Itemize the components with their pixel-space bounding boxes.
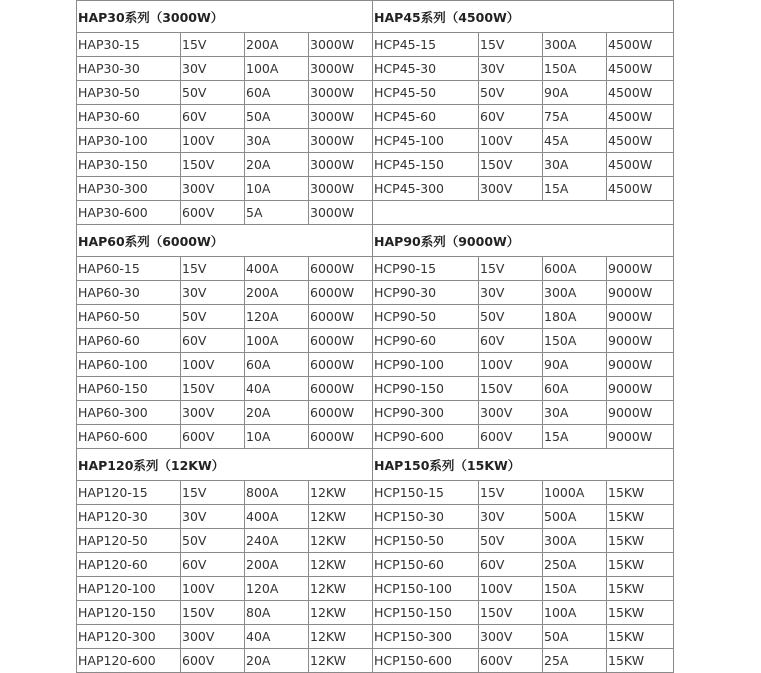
model-cell: HCP90-600 (373, 425, 479, 449)
current-cell: 200A (245, 281, 309, 305)
table-row (77, 553, 674, 577)
current-cell: 800A (245, 481, 309, 505)
power-cell: 6000W (309, 377, 373, 401)
power-cell: 12KW (309, 481, 373, 505)
voltage-cell: 50V (181, 81, 245, 105)
current-cell: 180A (543, 305, 607, 329)
model-cell: HAP60-15 (77, 257, 181, 281)
voltage-cell: 150V (181, 601, 245, 625)
voltage-cell: 150V (479, 153, 543, 177)
power-cell: 12KW (309, 625, 373, 649)
power-cell: 6000W (309, 257, 373, 281)
power-cell: 9000W (607, 257, 674, 281)
voltage-cell: 60V (181, 553, 245, 577)
series-title: HAP90系列（9000W） (373, 225, 674, 257)
table-row (77, 401, 674, 425)
model-cell: HCP150-100 (373, 577, 479, 601)
power-cell: 6000W (309, 401, 373, 425)
power-cell: 9000W (607, 329, 674, 353)
current-cell: 10A (245, 425, 309, 449)
table-row (77, 529, 674, 553)
voltage-cell: 30V (181, 57, 245, 81)
power-cell: 3000W (309, 57, 373, 81)
current-cell: 10A (245, 177, 309, 201)
current-cell: 1000A (543, 481, 607, 505)
model-cell: HAP120-600 (77, 649, 181, 673)
series-title: HAP60系列（6000W） (77, 225, 373, 257)
power-cell: 4500W (607, 57, 674, 81)
power-cell: 12KW (309, 649, 373, 673)
table-row (77, 353, 674, 377)
current-cell: 600A (543, 257, 607, 281)
voltage-cell: 100V (479, 577, 543, 601)
voltage-cell: 60V (181, 105, 245, 129)
table-row (77, 177, 674, 201)
model-cell: HAP30-15 (77, 33, 181, 57)
model-cell: HAP120-30 (77, 505, 181, 529)
model-cell: HAP120-100 (77, 577, 181, 601)
power-cell: 3000W (309, 105, 373, 129)
model-cell: HCP150-600 (373, 649, 479, 673)
model-cell: HAP30-30 (77, 57, 181, 81)
voltage-cell: 300V (479, 401, 543, 425)
model-cell: HCP90-60 (373, 329, 479, 353)
current-cell: 30A (245, 129, 309, 153)
table-row (77, 601, 674, 625)
current-cell: 250A (543, 553, 607, 577)
current-cell: 20A (245, 649, 309, 673)
voltage-cell: 150V (479, 601, 543, 625)
voltage-cell: 600V (479, 425, 543, 449)
model-cell: HAP30-300 (77, 177, 181, 201)
current-cell: 45A (543, 129, 607, 153)
voltage-cell: 300V (479, 177, 543, 201)
series-title: HAP45系列（4500W） (373, 1, 674, 33)
table-row (77, 201, 674, 225)
table-row (77, 81, 674, 105)
current-cell: 20A (245, 401, 309, 425)
current-cell: 150A (543, 577, 607, 601)
model-cell: HAP120-150 (77, 601, 181, 625)
power-cell: 6000W (309, 329, 373, 353)
current-cell: 50A (245, 105, 309, 129)
power-cell: 6000W (309, 305, 373, 329)
current-cell: 60A (245, 81, 309, 105)
voltage-cell: 60V (479, 329, 543, 353)
power-cell: 4500W (607, 153, 674, 177)
current-cell: 50A (543, 625, 607, 649)
table-row (77, 129, 674, 153)
power-cell: 9000W (607, 353, 674, 377)
model-cell: HCP150-15 (373, 481, 479, 505)
voltage-cell: 50V (181, 529, 245, 553)
table-row (77, 105, 674, 129)
current-cell: 100A (245, 57, 309, 81)
current-cell: 240A (245, 529, 309, 553)
voltage-cell: 100V (479, 129, 543, 153)
model-cell: HAP60-100 (77, 353, 181, 377)
current-cell: 90A (543, 353, 607, 377)
current-cell: 90A (543, 81, 607, 105)
table-row (77, 153, 674, 177)
current-cell: 120A (245, 305, 309, 329)
power-cell: 3000W (309, 129, 373, 153)
model-cell: HCP45-50 (373, 81, 479, 105)
power-cell: 4500W (607, 129, 674, 153)
current-cell: 40A (245, 377, 309, 401)
current-cell: 75A (543, 105, 607, 129)
current-cell: 500A (543, 505, 607, 529)
voltage-cell: 50V (479, 305, 543, 329)
empty-cell (373, 201, 674, 225)
model-cell: HCP45-100 (373, 129, 479, 153)
series-header-row (77, 1, 674, 33)
model-cell: HCP150-50 (373, 529, 479, 553)
power-cell: 15KW (607, 625, 674, 649)
power-cell: 12KW (309, 601, 373, 625)
voltage-cell: 30V (181, 281, 245, 305)
power-cell: 12KW (309, 577, 373, 601)
voltage-cell: 60V (479, 553, 543, 577)
current-cell: 400A (245, 505, 309, 529)
current-cell: 30A (543, 153, 607, 177)
model-cell: HAP30-50 (77, 81, 181, 105)
model-cell: HCP90-100 (373, 353, 479, 377)
power-cell: 3000W (309, 201, 373, 225)
power-cell: 3000W (309, 153, 373, 177)
voltage-cell: 30V (479, 57, 543, 81)
power-cell: 9000W (607, 281, 674, 305)
current-cell: 20A (245, 153, 309, 177)
voltage-cell: 100V (181, 577, 245, 601)
current-cell: 30A (543, 401, 607, 425)
current-cell: 15A (543, 177, 607, 201)
current-cell: 100A (245, 329, 309, 353)
current-cell: 15A (543, 425, 607, 449)
voltage-cell: 100V (479, 353, 543, 377)
power-cell: 12KW (309, 553, 373, 577)
power-cell: 12KW (309, 529, 373, 553)
power-cell: 9000W (607, 425, 674, 449)
power-supply-spec-table (76, 0, 674, 673)
model-cell: HCP150-60 (373, 553, 479, 577)
model-cell: HCP150-300 (373, 625, 479, 649)
table-row (77, 481, 674, 505)
current-cell: 60A (245, 353, 309, 377)
model-cell: HCP45-30 (373, 57, 479, 81)
model-cell: HCP90-150 (373, 377, 479, 401)
current-cell: 60A (543, 377, 607, 401)
voltage-cell: 150V (479, 377, 543, 401)
power-cell: 15KW (607, 649, 674, 673)
table-row (77, 329, 674, 353)
voltage-cell: 30V (479, 281, 543, 305)
model-cell: HAP60-300 (77, 401, 181, 425)
voltage-cell: 150V (181, 153, 245, 177)
voltage-cell: 15V (479, 481, 543, 505)
table-row (77, 33, 674, 57)
model-cell: HAP60-600 (77, 425, 181, 449)
power-cell: 9000W (607, 377, 674, 401)
current-cell: 150A (543, 57, 607, 81)
current-cell: 300A (543, 529, 607, 553)
power-cell: 4500W (607, 33, 674, 57)
current-cell: 80A (245, 601, 309, 625)
voltage-cell: 50V (479, 81, 543, 105)
table-row (77, 625, 674, 649)
power-cell: 12KW (309, 505, 373, 529)
model-cell: HAP120-60 (77, 553, 181, 577)
power-cell: 9000W (607, 305, 674, 329)
power-cell: 15KW (607, 481, 674, 505)
power-cell: 3000W (309, 177, 373, 201)
model-cell: HAP30-60 (77, 105, 181, 129)
table-row (77, 377, 674, 401)
current-cell: 200A (245, 553, 309, 577)
voltage-cell: 600V (479, 649, 543, 673)
model-cell: HAP120-50 (77, 529, 181, 553)
voltage-cell: 100V (181, 129, 245, 153)
power-cell: 15KW (607, 577, 674, 601)
current-cell: 400A (245, 257, 309, 281)
table-row (77, 649, 674, 673)
model-cell: HCP90-30 (373, 281, 479, 305)
series-title: HAP120系列（12KW） (77, 449, 373, 481)
voltage-cell: 600V (181, 201, 245, 225)
current-cell: 40A (245, 625, 309, 649)
power-cell: 15KW (607, 529, 674, 553)
series-title: HAP150系列（15KW） (373, 449, 674, 481)
power-cell: 15KW (607, 553, 674, 577)
model-cell: HAP30-100 (77, 129, 181, 153)
voltage-cell: 30V (181, 505, 245, 529)
voltage-cell: 100V (181, 353, 245, 377)
series-header-row (77, 225, 674, 257)
power-cell: 4500W (607, 177, 674, 201)
table-row (77, 577, 674, 601)
voltage-cell: 150V (181, 377, 245, 401)
series-title: HAP30系列（3000W） (77, 1, 373, 33)
series-header-row (77, 449, 674, 481)
voltage-cell: 60V (181, 329, 245, 353)
model-cell: HCP45-150 (373, 153, 479, 177)
current-cell: 300A (543, 281, 607, 305)
table-row (77, 57, 674, 81)
model-cell: HCP90-50 (373, 305, 479, 329)
power-cell: 4500W (607, 81, 674, 105)
model-cell: HAP60-50 (77, 305, 181, 329)
model-cell: HCP90-300 (373, 401, 479, 425)
voltage-cell: 300V (181, 401, 245, 425)
model-cell: HCP45-300 (373, 177, 479, 201)
power-cell: 15KW (607, 505, 674, 529)
voltage-cell: 600V (181, 649, 245, 673)
voltage-cell: 15V (181, 481, 245, 505)
voltage-cell: 300V (479, 625, 543, 649)
model-cell: HCP150-150 (373, 601, 479, 625)
power-cell: 3000W (309, 81, 373, 105)
table-row (77, 257, 674, 281)
model-cell: HCP150-30 (373, 505, 479, 529)
current-cell: 5A (245, 201, 309, 225)
power-cell: 3000W (309, 33, 373, 57)
current-cell: 300A (543, 33, 607, 57)
model-cell: HAP120-300 (77, 625, 181, 649)
model-cell: HCP45-15 (373, 33, 479, 57)
power-cell: 9000W (607, 401, 674, 425)
power-cell: 6000W (309, 353, 373, 377)
model-cell: HAP120-15 (77, 481, 181, 505)
voltage-cell: 50V (181, 305, 245, 329)
voltage-cell: 600V (181, 425, 245, 449)
power-cell: 4500W (607, 105, 674, 129)
current-cell: 150A (543, 329, 607, 353)
current-cell: 100A (543, 601, 607, 625)
table-row (77, 281, 674, 305)
power-cell: 15KW (607, 601, 674, 625)
power-cell: 6000W (309, 281, 373, 305)
table-row (77, 505, 674, 529)
voltage-cell: 15V (181, 257, 245, 281)
voltage-cell: 15V (479, 33, 543, 57)
voltage-cell: 15V (181, 33, 245, 57)
model-cell: HAP30-600 (77, 201, 181, 225)
table-row (77, 425, 674, 449)
table-row (77, 305, 674, 329)
voltage-cell: 15V (479, 257, 543, 281)
model-cell: HAP60-30 (77, 281, 181, 305)
current-cell: 25A (543, 649, 607, 673)
voltage-cell: 50V (479, 529, 543, 553)
voltage-cell: 60V (479, 105, 543, 129)
model-cell: HAP30-150 (77, 153, 181, 177)
model-cell: HCP45-60 (373, 105, 479, 129)
model-cell: HAP60-150 (77, 377, 181, 401)
current-cell: 120A (245, 577, 309, 601)
model-cell: HCP90-15 (373, 257, 479, 281)
model-cell: HAP60-60 (77, 329, 181, 353)
voltage-cell: 300V (181, 625, 245, 649)
voltage-cell: 300V (181, 177, 245, 201)
power-cell: 6000W (309, 425, 373, 449)
current-cell: 200A (245, 33, 309, 57)
voltage-cell: 30V (479, 505, 543, 529)
